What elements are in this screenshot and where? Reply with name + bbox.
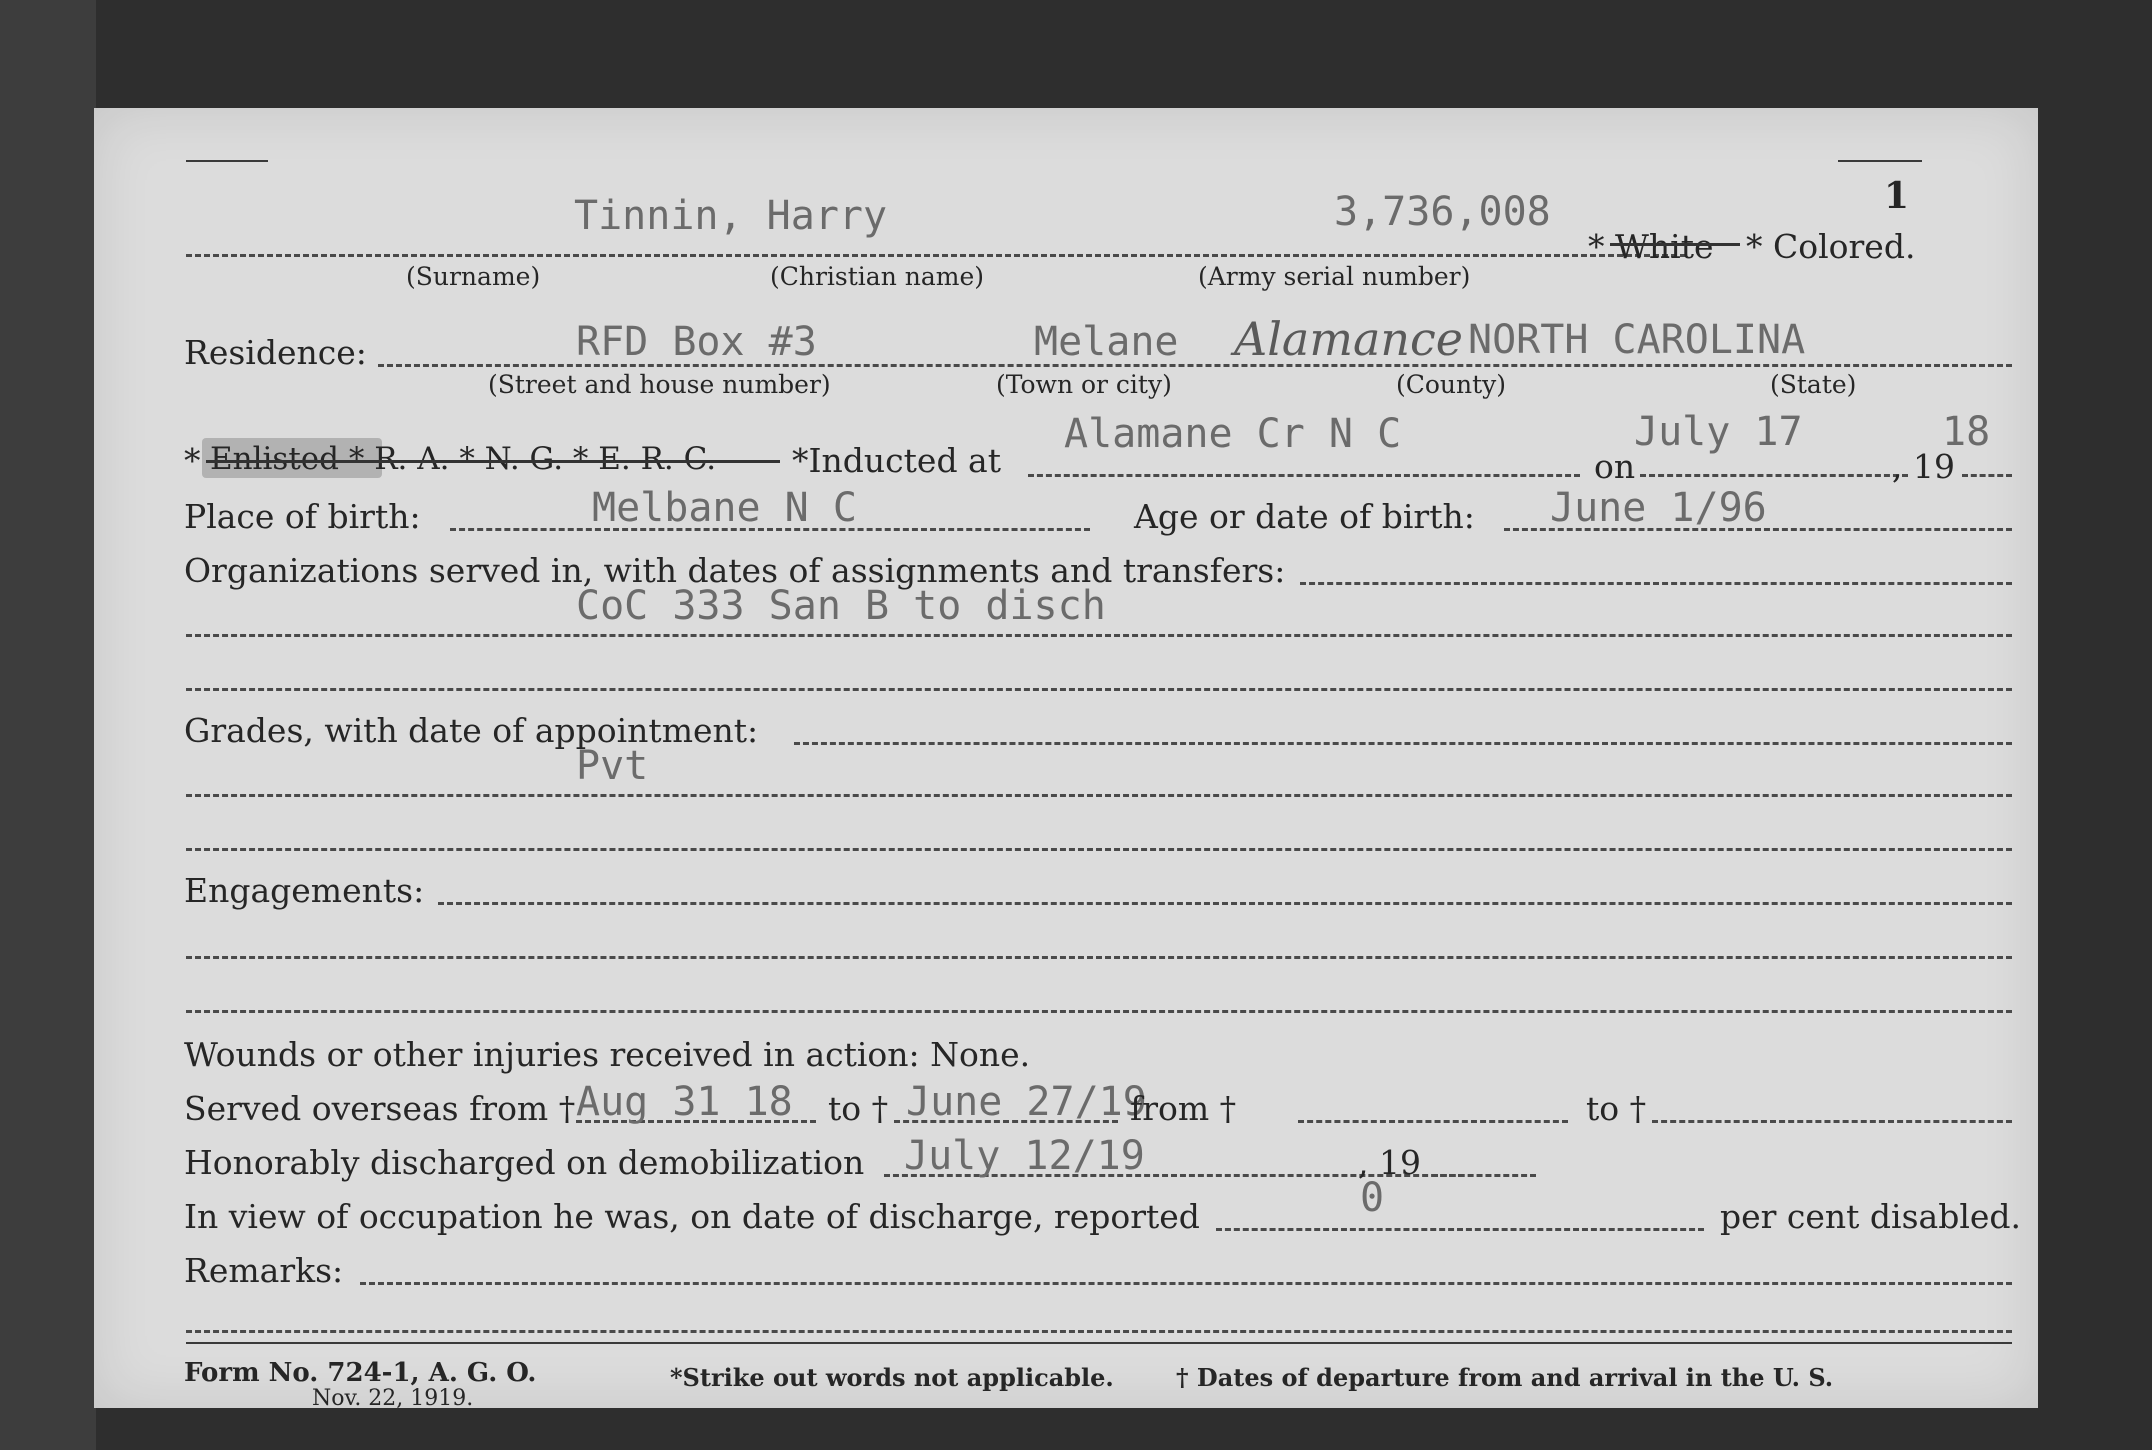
form-number: Form No. 724-1, A. G. O. xyxy=(184,1358,537,1388)
name-line xyxy=(186,254,1686,257)
wounds-label: Wounds or other injuries received in action: None. xyxy=(184,1035,1031,1074)
residence-state-value: NORTH CAROLINA xyxy=(1468,317,1806,363)
grades-line-2 xyxy=(186,794,2012,797)
induction-date-value: July 17 xyxy=(1634,409,1803,455)
disability-value: 0 xyxy=(1360,1175,1385,1221)
footnote-dates: † Dates of departure from and arrival in the U. S. xyxy=(1176,1363,1834,1392)
overseas-to-label: to † xyxy=(828,1089,889,1128)
induction-year-prefix: , 19 xyxy=(1892,447,1955,486)
remarks-line-1 xyxy=(360,1282,2012,1285)
inducted-line xyxy=(1028,474,1580,477)
residence-label: Residence: xyxy=(184,333,367,372)
residence-county-value: Alamance xyxy=(1234,312,1464,366)
engagements-line-3 xyxy=(186,1010,2012,1013)
scan-border xyxy=(0,0,96,1450)
footnote-strike: *Strike out words not applicable. xyxy=(670,1363,1114,1392)
name-value: Tinnin, Harry xyxy=(574,193,888,239)
grade-value: Pvt xyxy=(576,743,649,789)
discharge-year-line xyxy=(1432,1174,1536,1177)
enlisted-strikethrough xyxy=(206,460,780,463)
grades-line-3 xyxy=(186,848,2012,851)
remarks-line-2 xyxy=(186,1330,2012,1333)
disability-suffix: per cent disabled. xyxy=(1720,1197,2022,1236)
overseas-to-value: June 27/19 xyxy=(906,1079,1147,1125)
surname-caption: (Surname) xyxy=(406,262,541,291)
race-colored: * Colored. xyxy=(1746,227,1916,266)
enlisted-star: * xyxy=(184,441,201,480)
corner-rule-left xyxy=(186,160,268,162)
overseas-from2-label: from † xyxy=(1130,1089,1237,1128)
organizations-label: Organizations served in, with dates of assignments and transfers: xyxy=(184,551,1286,590)
residence-town-value: Melane xyxy=(1034,319,1179,365)
organizations-line-1 xyxy=(1300,582,2012,585)
inducted-label: *Inducted at xyxy=(792,441,1001,480)
county-caption: (County) xyxy=(1396,370,1507,399)
birthdate-label: Age or date of birth: xyxy=(1134,497,1475,536)
induction-year-line xyxy=(1962,474,2012,477)
grades-line-1 xyxy=(794,742,2012,745)
engagements-line-1 xyxy=(438,902,2012,905)
residence-street-value: RFD Box #3 xyxy=(576,319,817,365)
organizations-value: CoC 333 San B to disch xyxy=(576,583,1106,629)
christian-name-caption: (Christian name) xyxy=(770,262,985,291)
service-record-card xyxy=(94,108,2038,1411)
corner-rule-right xyxy=(1838,160,1922,162)
remarks-label: Remarks: xyxy=(184,1251,344,1290)
card-number: 1 xyxy=(1884,175,1910,217)
discharge-label: Honorably discharged on demobilization xyxy=(184,1143,865,1182)
birthdate-value: June 1/96 xyxy=(1550,485,1767,531)
form-date: Nov. 22, 1919. xyxy=(312,1386,474,1411)
disability-label: In view of occupation he was, on date of discharge, reported xyxy=(184,1197,1200,1236)
overseas-from-value: Aug 31 18 xyxy=(576,1079,793,1125)
overseas-to2-line xyxy=(1652,1120,2012,1123)
grades-label: Grades, with date of appointment: xyxy=(184,711,759,750)
overseas-to2-label: to † xyxy=(1586,1089,1647,1128)
race-white-strikethrough xyxy=(1610,243,1740,246)
birthplace-label: Place of birth: xyxy=(184,497,421,536)
enlisted-struck-text: Enlisted * R. A. * N. G. * E. R. C. xyxy=(210,441,717,477)
footer-rule xyxy=(186,1342,2012,1344)
discharge-year-prefix: , 19 xyxy=(1358,1143,1421,1182)
street-caption: (Street and house number) xyxy=(488,370,831,399)
engagements-label: Engagements: xyxy=(184,871,425,910)
on-label: on xyxy=(1594,447,1636,486)
state-caption: (State) xyxy=(1770,370,1857,399)
inducted-at-value: Alamane Cr N C xyxy=(1064,411,1402,457)
overseas-label: Served overseas from † xyxy=(184,1089,576,1128)
overseas-from2-line xyxy=(1298,1120,1568,1123)
town-caption: (Town or city) xyxy=(996,370,1172,399)
race-white-struck: * White xyxy=(1588,227,1714,266)
disability-line xyxy=(1216,1228,1704,1231)
induction-date-line xyxy=(1640,474,1908,477)
organizations-line-3 xyxy=(186,688,2012,691)
serial-number-caption: (Army serial number) xyxy=(1198,262,1471,291)
serial-number-value: 3,736,008 xyxy=(1334,189,1551,235)
induction-year-value: 18 xyxy=(1942,409,1991,455)
engagements-line-2 xyxy=(186,956,2012,959)
organizations-line-2 xyxy=(186,634,2012,637)
discharge-date-value: July 12/19 xyxy=(904,1133,1145,1179)
birthplace-value: Melbane N C xyxy=(592,485,857,531)
